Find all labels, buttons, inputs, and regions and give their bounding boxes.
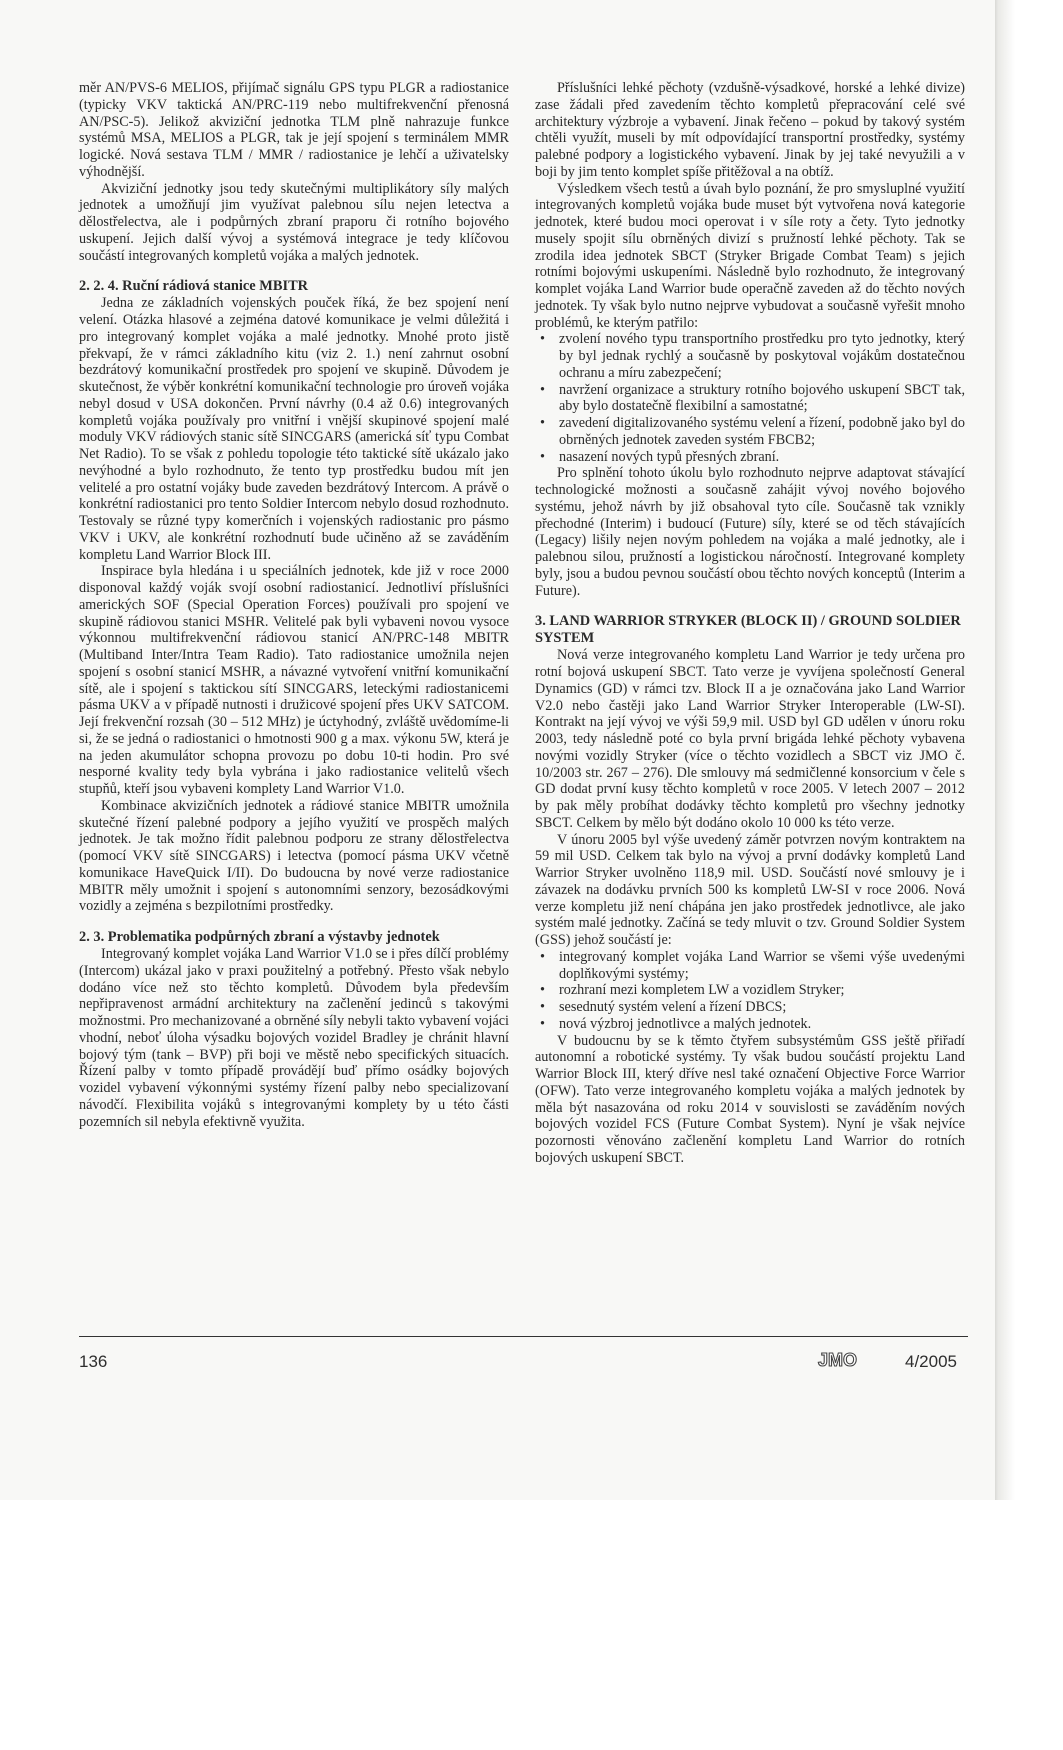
paragraph: Příslušníci lehké pěchoty (vzdušně-výsadkové, horské a lehké divize) zase žádali před zavedením těchto kompletů přepracování celé své architektury výzbroje a vybavení. Jinak řečeno – pokud by takový systém chtěli využít, museli by mít odpovídající transportní prostředky, systémy palebné podpory a logistického vybavení. Jinak by jej také nevyužili a v boji by jim tento komplet spíše přitěžoval a na obtíž. (535, 80, 965, 180)
list-item: • sesednutý systém velení a řízení DBCS; (559, 999, 965, 1016)
paragraph: Akviziční jednotky jsou tedy skutečnými multiplikátory síly malých jednotek a umožňují jim využívat palebnou sílu nejen letectva a dělostřelectva, ale i podpůrných zbraní praporu či rotního bojového uskupení. Jejich další vývoj a systémová integrace je tedy klíčovou součástí integrovaných kompletů vojáka a malých jednotek. (79, 180, 509, 264)
footer-rule (79, 1336, 968, 1337)
list-item: • navržení organizace a struktury rotního bojového uskupení SBCT tak, aby bylo dostatečně flexibilní a samostatné; (559, 382, 965, 416)
bullet-list (535, 949, 965, 1033)
blank-margin (0, 1500, 1063, 1750)
paragraph: V budoucnu by se k těmto čtyřem subsystémům GSS ještě přiřadí autonomní a robotické systémy. Ty však budou součástí projektu Land Warrior Block III, který dříve nesl také označení Objective Force Warrior (OFW). Tato verze integrovaného kompletu vojáka a malých jednotek by měla být nasazována od roku 2014 v souvislosti se zaváděním nových bojových vozidel FCS (Future Combat System). Nyní je však nejvíce pozornosti věnováno začlenění kompletu Land Warrior do rotních bojových uskupení SBCT. (535, 1032, 965, 1166)
right-column (535, 80, 965, 1167)
left-column (79, 80, 509, 1130)
section-heading: 2. 3. Problematika podpůrných zbraní a výstavby jednotek (79, 929, 440, 945)
list-item: • integrovaný komplet vojáka Land Warrior se všemi výše uvedenými doplňkovými systémy; (559, 949, 965, 983)
bullet-list (535, 331, 965, 465)
page-number: 136 (79, 1352, 108, 1371)
list-item: • nasazení nových typů přesných zbraní. (559, 449, 965, 466)
list-item: • zavedení digitalizovaného systému velení a řízení, podobně jako byl do obrněných jednotek zaveden systém FBCB2; (559, 415, 965, 449)
list-item: • nová výzbroj jednotlivce a malých jednotek. (559, 1016, 965, 1033)
paragraph: Integrovaný komplet vojáka Land Warrior V1.0 se i přes dílčí problémy (Intercom) ukázal jako v praxi použitelný a potřebný. Přesto však nebylo dodáno více než sto těchto kompletů. Důvodem byla především nepřipravenost armádní architektury na začlenění jedinců s takovými možnostmi. Pro mechanizované a obrněné síly nebyli takto vybavení vojáci vhodní, neboť úloha výsadku bojových vozidel Bradley je chránit hlavní bojový tým (tank – BVP) při boji ve městě nebo specifických situacích. Řízení palby v tomto případě provádějí buď přímo osádky bojových vozidel vybavení výkonnými systémy řízení palby nebo specializovaní návodčí. Flexibilita vojáků s integrovanými komplety by u této části pozemních sil nebyla efektivně využita. (79, 946, 509, 1130)
section-heading: 2. 2. 4. Ruční rádiová stanice MBITR (79, 278, 309, 295)
journal-logo: JMO (818, 1350, 858, 1370)
paragraph: Pro splnění tohoto úkolu bylo rozhodnuto nejprve adaptovat stávající technologické možnosti a současně zahájit vývoj nového bojového systému, jehož návrh by již obsahoval tyto cíle. Současně tak vznikly přechodné (Interim) i budoucí (Future) síly, které se od těch stávajících (Legacy) lišily nejen novým pohledem na vojáka a malé jednotky, ale i palebnou silou, pružností a logistickou náročností. Integrované komplety byly, jsou a budou pevnou součástí obou těchto nových konceptů (Interim a Future). (535, 465, 965, 599)
paragraph: V únoru 2005 byl výše uvedený záměr potvrzen novým kontraktem na 59 mil USD. Celkem tak bylo na vývoj a první dodávky kompletů Land Warrior Stryker uvolněno 118,9 mil. USD. Součástí nové smlouvy je i závazek na dodávku prvních 500 ks kompletů LW-SI v roce 2006. Nová verze kompletu již není chápána jen jako prostředek jednotlivce, ale jako systém malé jednotky. Začíná se tedy mluvit o tzv. Ground Soldier System (GSS) jehož součástí je: (535, 831, 965, 948)
paragraph: Nová verze integrovaného kompletu Land Warrior je tedy určena pro rotní bojová uskupení SBCT. Tato verze je vyvíjena společností General Dynamics (GD) v rámci tzv. Block II a je označována jako Land Warrior V2.0 nebo častěji jako Land Warrior Stryker Interoperable (LW-SI). Kontrakt na její vývoj ve výši 59,9 mil. USD byl GD udělen v únoru roku 2003, tedy následně poté co byla první brigáda lehké pěchoty vybavena novými vozidly Stryker (více o těchto vozidlech a SBCT viz JMO č. 10/2003 str. 267 – 276). Dle smlouvy má sedmičlenné konsorcium v čele s GD dodat první kusy těchto kompletů v roce 2005. V letech 2007 – 2012 by pak měly probíhat dodávky těchto kompletů pro všechny jednotky SBCT. Celkem by mělo být dodáno okolo 10 000 ks této verze. (535, 647, 965, 831)
issue-number: 4/2005 (905, 1352, 957, 1371)
list-item: • zvolení nového typu transportního prostředku pro tyto jednotky, který by byl jednak rychlý a současně by poskytoval vojákům dostatečnou ochranu a míru zabezpečení; (559, 331, 965, 381)
section-heading: 3. LAND WARRIOR STRYKER (BLOCK II) / GROUND SOLDIER SYSTEM (535, 613, 961, 647)
paragraph: Inspirace byla hledána i u speciálních jednotek, kde již v roce 2000 disponoval každý voják svojí osobní radiostanicí. Jednotliví příslušníci amerických SOF (Special Operation Forces) používali pro spojení ve skupině rádiovou stanici MSHR. Velitelé pak byli vybaveni novou vysoce výkonnou multifrekvenční rádiovou stanicí AN/PRC-148 MBITR (Multiband Inter/Intra Team Radio). Tato radiostanice umožnila nejen spojení s osobní stanicí MSHR, a návazné vytvoření vnitřní komunikační sítě, ale i spojení s taktickou sítí SINCGARS, leteckými radiostanicemi pásma UKV a v případě nutnosti i družicové spojení přes UKV SATCOM. Její frekvenční rozsah (30 – 512 MHz) je úctyhodný, zvláště uvědomíme-li si, že se jedná o radiostanici o hmotnosti 900 g a max. výkonu 5W, která je na jeden akumulátor schopna provozu po dobu 10-ti hodin. Pro své nesporné kvality tedy byla vybrána i jako radiostanice velitelů všech stupňů, kteří jsou vybaveni komplety Land Warrior V1.0. (79, 563, 509, 797)
list-item: • rozhraní mezi kompletem LW a vozidlem Stryker; (559, 982, 965, 999)
paragraph: měr AN/PVS-6 MELIOS, přijímač signálu GPS typu PLGR a radiostanice (typicky VKV taktická AN/PRC-119 nebo multifrekvenční přenosná AN/PSC-5). Jelikož akviziční jednotka TLM plně nahrazuje funkce systémů MSA, MELIOS a PLGR, tak je její spojení s terminálem MMR logické. Nová sestava TLM / MMR / radiostanice je lehčí a uživatelsky výhodnější. (79, 80, 509, 180)
paragraph: Kombinace akvizičních jednotek a rádiové stanice MBITR umožnila skutečné řízení palebné podpory a jejího využití ve prospěch malých jednotek. Je tak možno řídit palebnou podporu ze strany dělostřelectva (pomocí VKV sítě SINCGARS) i letectva (pomocí pásma UKV včetně komunikace HaveQuick I/II). Do budoucna by nové verze radiostanice MBITR měly umožnit i spojení s autonomními senzory, bezosádkovými vozidly a zejména s bezpilotními prostředky. (79, 797, 509, 915)
scan-edge-shadow (995, 0, 1063, 1500)
paragraph: Výsledkem všech testů a úvah bylo poznání, že pro smysluplné využití integrovaných kompletů vojáka bude muset být vytvořena nová kategorie jednotek, které budou moci operovat i v síle roty a čety. Tyto jednotky musely spojit sílu obrněných divizí s pružností lehké pěchoty. Tak se zrodila idea jednotek SBCT (Stryker Brigade Combat Team) s jejich rotními bojovými uskupeními. Následně bylo rozhodnuto, že integrovaný komplet vojáka Land Warrior bude operačně zaveden až do těchto nových jednotek. Ty však bylo nutno nejprve vybudovat a současně vyřešit mnoho problémů, ke kterým patřilo: (535, 180, 965, 331)
paragraph: Jedna ze základních vojenských pouček říká, že bez spojení není velení. Otázka hlasové a zejména datové komunikace je velmi důležitá i pro integrovaný komplet vojáka a malé jednotky. Mnohé proto jistě překvapí, že v rámci základního kitu (viz 2. 1.) není zahrnut osobní bezdrátový komunikační prostředek pro spojení ve skupině. Důvodem je skutečnost, že výběr konkrétní komunikační technologie pro úroveň vojáka nebyl dosud v USA dokončen. První návrhy (0.4 až 0.6) integrovaných kompletů vojáka používaly pro vnitřní i vnější skupinové spojení malé moduly VKV rádiových stanic sítě SINCGARS (americká síť typu Combat Net Radio). To se však z pohledu topologie této taktické sítě ukázalo jako nevýhodné a bylo rozhodnuto, že tento typ prostředku budou mít jen velitelé a pro ostatní vojáky bude zaveden bezdrátový Intercom. A právě o konkrétní radiostanici pro tento Soldier Intercom nebylo dosud rozhodnuto. Testovaly se různé typy komerčních i vojenských radiostanic pro pásmo VKV i UKV, ale konkrétní rozhodnutí bude učiněno až se zaváděním kompletu Land Warrior Block III. (79, 295, 509, 563)
